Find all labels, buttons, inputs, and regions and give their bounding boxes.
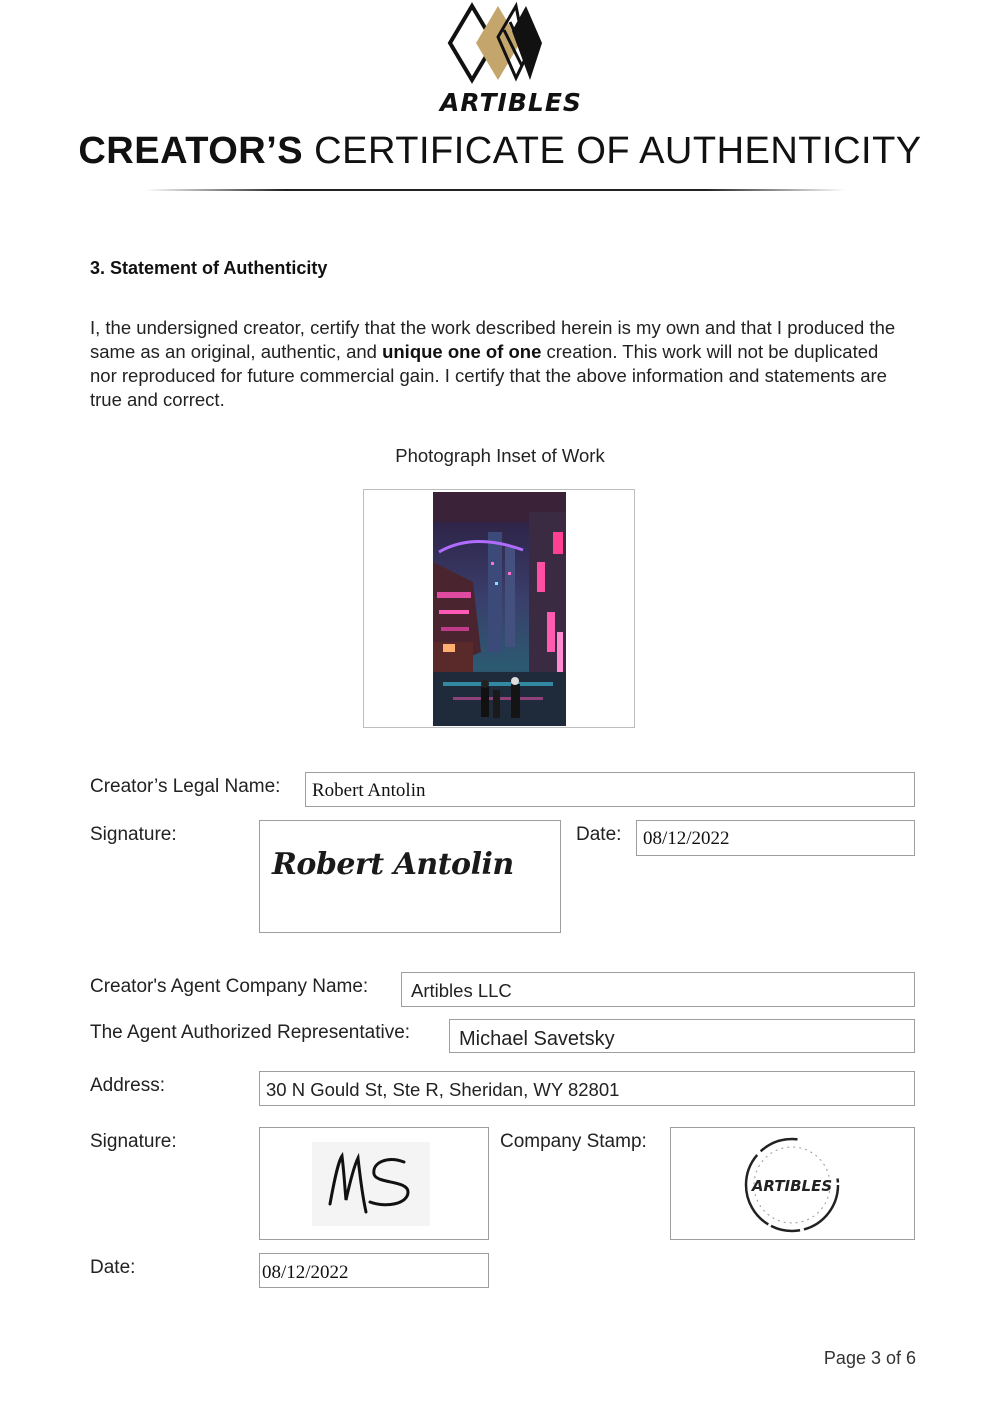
agent-representative-label: The Agent Authorized Representative:	[90, 1022, 411, 1043]
creator-legal-name-field[interactable]	[305, 772, 915, 807]
agent-date-value: 08/12/2022	[262, 1262, 349, 1283]
inset-label: Photograph Inset of Work	[395, 445, 605, 466]
section-heading: 3. Statement of Authenticity	[90, 258, 328, 278]
company-stamp-text: ARTIBLES	[751, 1177, 833, 1195]
brand-name: ARTIBLES	[440, 88, 582, 117]
agent-address-field[interactable]	[259, 1071, 915, 1106]
company-stamp-label: Company Stamp:	[500, 1131, 647, 1152]
company-stamp-box[interactable]	[670, 1127, 915, 1240]
company-stamp-seal-icon	[741, 1134, 843, 1236]
statement-text-end: creation. This work will not be duplicated nor reproduced for future commercial gain. I certify that the above information and statements are true and correct.	[90, 341, 887, 410]
creator-date-field[interactable]	[636, 820, 915, 856]
agent-signature-drawing-icon	[312, 1142, 430, 1226]
statement-text-bold: unique one of one	[382, 341, 542, 362]
statement-paragraph	[90, 316, 910, 412]
creator-date-value: 08/12/2022	[643, 828, 730, 849]
agent-date-field[interactable]	[259, 1253, 489, 1288]
agent-representative-value: Michael Savetsky	[459, 1028, 615, 1050]
agent-company-label: Creator's Agent Company Name:	[90, 976, 369, 997]
creator-legal-name-value: Robert Antolin	[312, 780, 426, 801]
agent-company-field[interactable]	[401, 972, 915, 1007]
agent-signature-box[interactable]	[259, 1127, 489, 1240]
page-title-bold: CREATOR’S	[78, 130, 304, 172]
creator-date-label: Date:	[576, 824, 622, 845]
creator-legal-name-label: Creator’s Legal Name:	[90, 776, 281, 797]
agent-representative-field[interactable]	[449, 1019, 915, 1053]
artwork-photo-image	[433, 492, 566, 726]
agent-address-label: Address:	[90, 1075, 165, 1096]
page-title-rest: CERTIFICATE OF AUTHENTICITY	[303, 130, 922, 172]
creator-signature-label: Signature:	[90, 824, 177, 845]
title-divider	[145, 189, 845, 191]
creator-signature-box[interactable]	[259, 820, 561, 933]
page-title	[0, 130, 1000, 173]
agent-signature-label: Signature:	[90, 1131, 177, 1152]
creator-signature-script: Robert Antolin	[272, 847, 514, 882]
agent-address-value: 30 N Gould St, Ste R, Sheridan, WY 82801	[266, 1079, 620, 1100]
photograph-inset-frame	[363, 489, 635, 728]
page-number: Page 3 of 6	[823, 1348, 916, 1368]
agent-date-label: Date:	[90, 1257, 136, 1278]
agent-company-value: Artibles LLC	[411, 980, 512, 1001]
statement-text-start: I, the undersigned creator, certify that the work described herein is my own and that I produced the same as an original, authentic, and	[90, 317, 896, 362]
artibles-logo-mark-icon	[440, 0, 560, 100]
